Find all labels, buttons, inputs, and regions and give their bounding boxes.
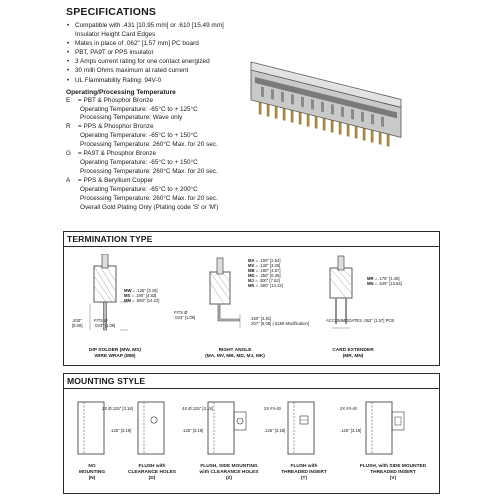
spec-bullet: • UL Flammability Rating: 94V-0 — [66, 76, 446, 85]
material-detail: Processing Temperature: Wave only — [80, 114, 183, 122]
right-angle-dimension-list — [248, 258, 283, 289]
material-name: PBT & Phosphor Bronze — [83, 96, 154, 104]
dim-row: MN = .545" [13.84] — [367, 281, 402, 287]
right-angle-offset-dims: .150" [3.81] .207" [5.08] (.5189 Modification) — [250, 316, 310, 327]
material-r: R = PPS & Phosphor Bronze — [66, 123, 154, 131]
termination-type-panel — [63, 231, 440, 366]
material-detail: Operating Temperature: -65°C to + 125°C — [80, 105, 198, 113]
clearance-hole-callout: 2X Ø.125" [3.18] — [102, 406, 133, 411]
no-mounting-caption: NO MOUNTING (N) — [78, 464, 106, 481]
clearance-hole-offset: .125" [3.18] — [110, 428, 132, 433]
flush-side-mounting-caption: FLUSH, SIDE MOUNTING with CLEARANCE HOLES (Z) — [199, 464, 259, 481]
material-e: E = PBT & Phosphor Bronze — [66, 96, 154, 104]
spec-bullet: • Compatible with .431 [10.95 mm] or .610 [15.49 mm] — [66, 21, 446, 30]
card-extender-dimension-list — [367, 276, 402, 286]
material-code: A — [66, 176, 71, 184]
termination-type-title: TERMINATION TYPE — [64, 232, 439, 247]
mounting-style-title: MOUNTING STYLE — [64, 374, 439, 389]
spec-bullet: • PBT, PA9T or PPS insulator — [66, 48, 446, 57]
flush-side-mounting-drawing — [202, 398, 252, 458]
dip-pitch-dimension: .200" [5.08] — [72, 318, 83, 329]
dim-row: MW = .125" [3.18] — [124, 288, 158, 293]
flush-threaded-insert-caption: FLUSH with THREADED INSERT (T) — [281, 464, 327, 481]
side-threaded-insert-offset: .125" [3.18] — [340, 428, 362, 433]
flush-side-threaded-insert-drawing — [360, 398, 410, 458]
side-clearance-hole-offset: .125" [3.18] — [182, 428, 204, 433]
material-code: G — [66, 150, 71, 158]
material-g: G = PA9T & Phosphor Bronze — [66, 150, 157, 158]
material-detail: Operating Temperature: -65°C to + 150°C — [80, 159, 198, 166]
material-code: R — [66, 123, 71, 131]
dim-row: MK = .560" [14.22] — [248, 283, 283, 289]
card-edge-connector-illustration — [245, 42, 415, 162]
material-detail: Processing Temperature: 260°C Max. for 20 sec. — [80, 167, 218, 175]
side-threaded-insert-callout: 2X #4-40 — [340, 406, 357, 411]
flush-threaded-insert-drawing — [282, 398, 322, 458]
dim-row: MV = .130" [3.30] — [248, 263, 281, 269]
dim-row: MR = .175" [4.45] — [367, 276, 400, 281]
flush-clearance-holes-drawing — [132, 398, 172, 458]
material-name: PPS & Beryllium Copper — [83, 176, 154, 184]
right-angle-drawing — [194, 254, 254, 334]
operating-temperature-title: Operating/Processing Temperature — [66, 88, 176, 96]
material-detail: Operating Temperature: -65°C to + 200°C — [80, 185, 198, 193]
spec-bullet: • 30 milli Ohms maximum at rated current — [66, 66, 446, 75]
spec-bullet-continuation: Insulator Height Card Edges — [75, 31, 156, 39]
flush-side-threaded-insert-caption: FLUSH, with SIDE MOUNTED THREADED INSERT (V) — [359, 464, 427, 481]
material-name: PPS & Phosphor Bronze — [83, 123, 154, 131]
material-detail: Overall Gold Plating Only (Plating code 'S' or 'M') — [80, 203, 219, 211]
dip-fits-note: FITS Ø .043" [1.09] — [94, 318, 116, 329]
material-a: A = PPS & Beryllium Copper — [66, 176, 154, 184]
material-code: E — [66, 96, 71, 104]
material-detail: Operating Temperature: -65°C to + 150°C — [80, 132, 198, 140]
dim-row: MJ = .300" [7.62] — [248, 278, 280, 284]
card-extender-caption: CARD EXTENDER (MR, MN) — [332, 348, 374, 359]
dip-solder-caption: DIP SOLDER (MW, MS) WIRE WRAP (MM) — [89, 348, 141, 359]
material-detail: Processing Temperature: 260°C Max. for 20 sec. — [80, 194, 218, 202]
spec-bullet: • Mates in place of .062" [1.57 mm] PC board — [66, 39, 446, 48]
dim-row: MA = .100" [2.54] — [248, 258, 281, 263]
right-angle-fits-note: FITS Ø .043" [1.09] — [174, 310, 196, 321]
threaded-insert-callout: 2X #4-40 — [264, 406, 281, 411]
specifications-title: SPECIFICATIONS — [66, 6, 157, 18]
dim-row: MM = .560" [14.22] — [124, 298, 160, 304]
material-detail: Processing Temperature: 260°C Max. for 20 sec. — [80, 141, 218, 149]
flush-clearance-caption: FLUSH with CLEARANCE HOLES (D) — [128, 464, 176, 481]
spec-bullet: • 3 Amps current rating for one contact energized — [66, 57, 446, 66]
right-angle-caption: RIGHT ANGLE (MA, MV, MB, MD, MJ, MK) — [205, 348, 265, 359]
card-extender-pcb-note: ACCOMMODATES .062" [1.57] PCB — [326, 318, 395, 323]
dip-dimension-list — [124, 288, 159, 303]
dim-row: MS = .190" [4.83] — [124, 293, 157, 299]
dim-row: MD = .250" [6.35] — [248, 273, 281, 279]
dim-row: MB = .180" [4.57] — [248, 268, 281, 274]
mounting-style-panel — [63, 373, 440, 494]
side-clearance-hole-callout: 4X Ø.125" [3.18] — [182, 406, 213, 411]
threaded-insert-offset: .125" [3.18] — [264, 428, 286, 433]
material-name: PA9T & Phosphor Bronze — [83, 150, 157, 158]
